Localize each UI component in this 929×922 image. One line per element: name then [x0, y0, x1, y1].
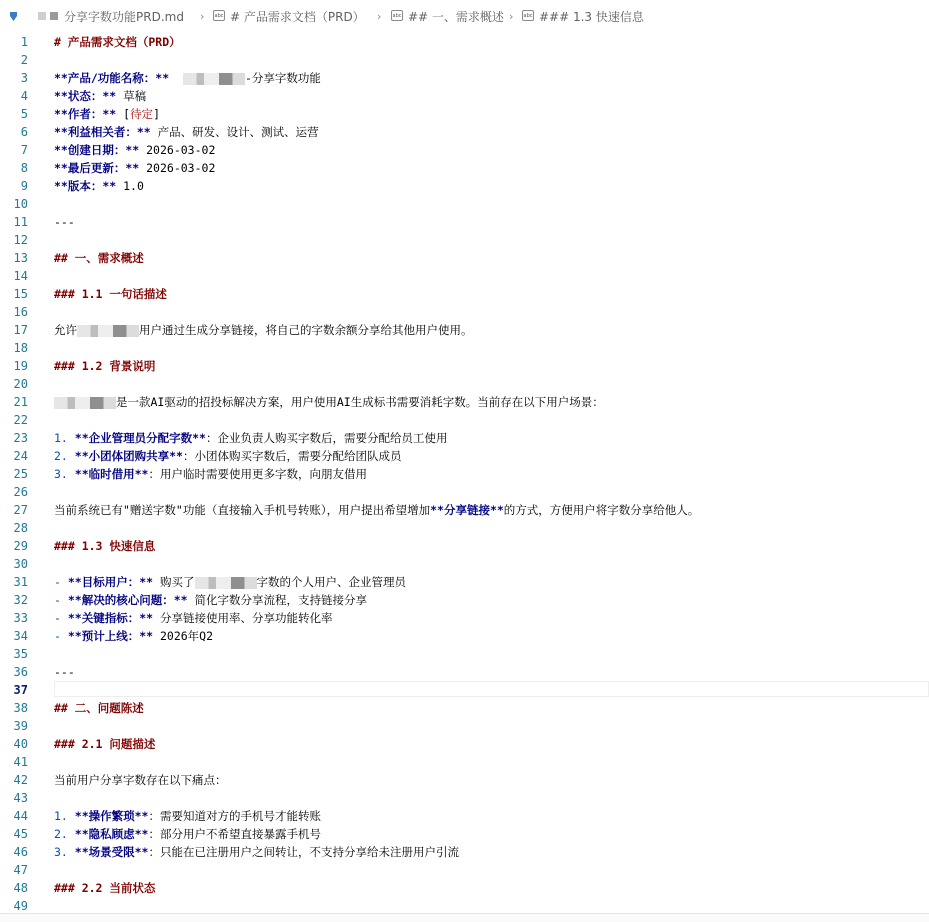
code-token: **产品/功能名称：**	[54, 71, 170, 85]
code-token: [	[116, 107, 131, 121]
code-token: -	[54, 593, 68, 607]
editor[interactable]	[0, 33, 929, 913]
code-token: 3.	[54, 845, 75, 859]
editor-line[interactable]	[0, 537, 929, 555]
line-number: 8	[20, 161, 28, 175]
code-token: 用户通过生成分享链接，将自己的字数余额分享给其他用户使用。	[139, 323, 473, 337]
code-token: ### 2.1 问题描述	[54, 737, 156, 751]
line-number: 48	[13, 881, 28, 895]
code-token: **隐私顾虑**	[74, 827, 149, 841]
line-number: 13	[13, 251, 28, 265]
editor-line[interactable]	[0, 735, 929, 753]
code-token: 草稿	[116, 89, 147, 103]
line-content	[54, 537, 155, 555]
line-number: 20	[13, 377, 28, 391]
code-token: **预计上线：**	[67, 629, 154, 643]
redacted-text	[183, 73, 245, 85]
code-token: 2.	[54, 449, 75, 463]
redacted-text	[77, 325, 139, 337]
line-number: 46	[13, 845, 28, 859]
editor-line[interactable]	[0, 249, 929, 267]
line-content	[54, 33, 181, 51]
line-content	[54, 213, 75, 231]
line-content	[54, 357, 155, 375]
line-content	[54, 177, 144, 195]
code-token: **利益相关者：**	[54, 125, 151, 139]
editor-line[interactable]	[0, 789, 929, 807]
editor-line[interactable]	[0, 33, 929, 51]
line-number: 7	[20, 143, 28, 157]
editor-line[interactable]	[0, 681, 929, 699]
code-token: 当前系统已有"赠送字数"功能（直接输入手机号转账），用户提出希望增加	[54, 503, 431, 517]
line-number: 44	[13, 809, 28, 823]
editor-line[interactable]	[0, 663, 929, 681]
line-content	[54, 843, 459, 861]
code-token: ## 一、需求概述	[54, 251, 144, 265]
symbol-string-icon: abc	[391, 10, 403, 21]
line-content	[54, 105, 160, 123]
line-content	[54, 321, 473, 339]
line-content	[54, 807, 321, 825]
line-number: 42	[13, 773, 28, 787]
editor-line[interactable]	[0, 609, 929, 627]
editor-line[interactable]	[0, 879, 929, 897]
line-number: 17	[13, 323, 28, 337]
current-line-highlight	[54, 681, 929, 697]
code-token: 是一款AI驱动的招投标解决方案，用户使用AI生成标书需要消耗字数。当前存在以下用户场景：	[116, 395, 604, 409]
line-content	[54, 609, 332, 627]
editor-line[interactable]	[0, 555, 929, 573]
editor-line[interactable]	[0, 141, 929, 159]
editor-line[interactable]	[0, 339, 929, 357]
line-number: 34	[13, 629, 28, 643]
code-token: ：部分用户不希望直接暴露手机号	[148, 827, 321, 841]
code-token	[169, 71, 183, 85]
code-token: 1.	[54, 431, 75, 445]
symbol-string-icon: abc	[522, 10, 534, 21]
line-number: 4	[20, 89, 28, 103]
line-number: 45	[13, 827, 28, 841]
code-token: ：用户临时需要使用更多字数，向朋友借用	[148, 467, 367, 481]
line-number: 19	[13, 359, 28, 373]
code-token: 2.	[54, 827, 75, 841]
code-token: ### 1.2 背景说明	[54, 359, 156, 373]
editor-line[interactable]	[0, 807, 929, 825]
editor-line[interactable]	[0, 699, 929, 717]
editor-line[interactable]	[0, 393, 929, 411]
chevron-right-icon: ›	[377, 10, 382, 23]
code-token: ：只能在已注册用户之间转让，不支持分享给未注册用户引流	[148, 845, 459, 859]
editor-line[interactable]	[0, 105, 929, 123]
line-number: 16	[13, 305, 28, 319]
editor-line[interactable]	[0, 825, 929, 843]
code-token: 当前用户分享字数存在以下痛点：	[54, 773, 227, 787]
editor-line[interactable]	[0, 483, 929, 501]
line-number: 49	[13, 899, 28, 913]
editor-line[interactable]	[0, 573, 929, 591]
code-token: **关键指标：**	[67, 611, 154, 625]
editor-line[interactable]	[0, 357, 929, 375]
editor-line[interactable]	[0, 627, 929, 645]
line-number: 14	[13, 269, 28, 283]
line-number: 31	[13, 575, 28, 589]
editor-line[interactable]	[0, 861, 929, 879]
code-token: **解决的核心问题：**	[67, 593, 188, 607]
line-content	[54, 249, 144, 267]
line-content	[54, 735, 155, 753]
code-token: **操作繁琐**	[74, 809, 149, 823]
line-number: 6	[20, 125, 28, 139]
line-number: 27	[13, 503, 28, 517]
line-content	[54, 573, 406, 591]
editor-line[interactable]	[0, 375, 929, 393]
breadcrumb	[0, 0, 929, 33]
breadcrumb-h3[interactable]: ### 1.3 快速信息	[539, 10, 644, 24]
editor-line[interactable]	[0, 231, 929, 249]
code-token: ：需要知道对方的手机号才能转账	[148, 809, 321, 823]
code-token: **作者：**	[54, 107, 117, 121]
code-token: 2026-03-02	[139, 143, 216, 157]
code-token: 1.0	[116, 179, 144, 193]
code-token: ]	[153, 107, 160, 121]
editor-line[interactable]	[0, 177, 929, 195]
editor-line[interactable]	[0, 303, 929, 321]
line-number: 5	[20, 107, 28, 121]
code-token: **企业管理员分配字数**	[74, 431, 206, 445]
code-token: ---	[54, 215, 75, 229]
line-number: 23	[13, 431, 28, 445]
redacted-text	[54, 397, 116, 409]
line-number: 2	[20, 53, 28, 67]
code-token: **小团体团购共享**	[74, 449, 183, 463]
line-number: 32	[13, 593, 28, 607]
line-number: 38	[13, 701, 28, 715]
line-number: 1	[20, 35, 28, 49]
line-content	[54, 447, 401, 465]
line-number: 12	[13, 233, 28, 247]
editor-line[interactable]	[0, 321, 929, 339]
editor-line[interactable]	[0, 411, 929, 429]
code-token: ## 二、问题陈述	[54, 701, 144, 715]
code-token: ：企业负责人购买字数后，需要分配给员工使用	[205, 431, 448, 445]
code-token: ---	[54, 665, 75, 679]
code-token: -分享字数功能	[244, 71, 321, 85]
line-number: 15	[13, 287, 28, 301]
breadcrumb-h2[interactable]: ## 一、需求概述	[408, 10, 504, 24]
line-content	[54, 285, 167, 303]
line-content	[54, 69, 321, 87]
line-number: 24	[13, 449, 28, 463]
code-token: ### 2.2 当前状态	[54, 881, 156, 895]
chevron-right-icon: ›	[200, 10, 205, 23]
line-number: 9	[20, 179, 28, 193]
line-number: 47	[13, 863, 28, 877]
code-token: 3.	[54, 467, 75, 481]
redacted-pixel	[38, 12, 46, 20]
editor-line[interactable]	[0, 645, 929, 663]
chevron-right-icon: ›	[509, 10, 514, 23]
code-token: -	[54, 629, 68, 643]
code-token: 简化字数分享流程，支持链接分享	[187, 593, 367, 607]
line-content	[54, 825, 321, 843]
code-token: # 产品需求文档（PRD）	[54, 35, 181, 49]
code-token: ### 1.3 快速信息	[54, 539, 156, 553]
code-token: 的方式，方便用户将字数分享给他人。	[503, 503, 700, 517]
code-token: 产品、研发、设计、测试、运营	[150, 125, 319, 139]
line-number: 43	[13, 791, 28, 805]
code-token: 1.	[54, 809, 75, 823]
line-content	[54, 87, 146, 105]
line-number: 35	[13, 647, 28, 661]
editor-line[interactable]	[0, 717, 929, 735]
code-token: -	[54, 611, 68, 625]
editor-line[interactable]	[0, 519, 929, 537]
code-token: 允许	[54, 323, 77, 337]
editor-line[interactable]	[0, 447, 929, 465]
editor-line[interactable]	[0, 771, 929, 789]
line-number: 3	[20, 71, 28, 85]
markdown-file-icon	[9, 12, 18, 21]
line-content	[54, 429, 447, 447]
line-number: 26	[13, 485, 28, 499]
line-number: 11	[13, 215, 28, 229]
editor-line[interactable]	[0, 843, 929, 861]
editor-line[interactable]	[0, 51, 929, 69]
editor-line[interactable]	[0, 285, 929, 303]
editor-line[interactable]	[0, 69, 929, 87]
line-content	[54, 123, 319, 141]
line-content	[54, 699, 144, 717]
editor-line[interactable]	[0, 213, 929, 231]
code-token: **最后更新：**	[54, 161, 140, 175]
line-content	[54, 663, 75, 681]
code-token: 2026-03-02	[139, 161, 216, 175]
breadcrumb-h1[interactable]: # 产品需求文档（PRD）	[230, 10, 365, 24]
line-number: 41	[13, 755, 28, 769]
line-content	[54, 465, 367, 483]
code-token: 字数的个人用户、企业管理员	[256, 575, 406, 589]
line-content	[54, 501, 699, 519]
line-number: 40	[13, 737, 28, 751]
code-token: 分享链接使用率、分享功能转化率	[153, 611, 333, 625]
line-number: 33	[13, 611, 28, 625]
code-token: 待定	[130, 107, 154, 121]
code-token: -	[54, 575, 68, 589]
line-number: 29	[13, 539, 28, 553]
line-number: 18	[13, 341, 28, 355]
editor-line[interactable]	[0, 501, 929, 519]
editor-line[interactable]	[0, 591, 929, 609]
code-token: **场景受限**	[74, 845, 149, 859]
code-token: 2026年Q2	[153, 629, 214, 643]
line-number: 21	[13, 395, 28, 409]
line-number: 37	[13, 683, 28, 697]
redacted-pixel	[50, 12, 58, 20]
code-token: **目标用户：**	[67, 575, 154, 589]
code-token: 购买了	[153, 575, 195, 589]
code-token: **版本：**	[54, 179, 117, 193]
line-content	[54, 159, 215, 177]
editor-line[interactable]	[0, 267, 929, 285]
line-number: 25	[13, 467, 28, 481]
line-content	[54, 591, 367, 609]
editor-line[interactable]	[0, 753, 929, 771]
line-content	[54, 879, 155, 897]
code-token: ### 1.1 一句话描述	[54, 287, 167, 301]
editor-line[interactable]	[0, 123, 929, 141]
code-token: **状态：**	[54, 89, 117, 103]
editor-line[interactable]	[0, 465, 929, 483]
line-number: 28	[13, 521, 28, 535]
line-number: 36	[13, 665, 28, 679]
editor-line[interactable]	[0, 429, 929, 447]
editor-line[interactable]	[0, 87, 929, 105]
line-content	[54, 141, 215, 159]
code-token: ：小团体购买字数后，需要分配给团队成员	[182, 449, 402, 463]
line-number: 39	[13, 719, 28, 733]
breadcrumb-file[interactable]: 分享字数功能PRD.md	[64, 10, 184, 24]
line-content	[54, 393, 604, 411]
editor-line[interactable]	[0, 195, 929, 213]
line-number: 22	[13, 413, 28, 427]
code-token: **创建日期：**	[54, 143, 140, 157]
symbol-string-icon: abc	[213, 10, 225, 21]
code-token: **分享链接**	[430, 503, 504, 517]
editor-line[interactable]	[0, 159, 929, 177]
redacted-text	[195, 577, 257, 589]
line-content	[54, 771, 227, 789]
line-number: 10	[13, 197, 28, 211]
line-content	[54, 627, 213, 645]
line-number: 30	[13, 557, 28, 571]
code-token: **临时借用**	[74, 467, 149, 481]
